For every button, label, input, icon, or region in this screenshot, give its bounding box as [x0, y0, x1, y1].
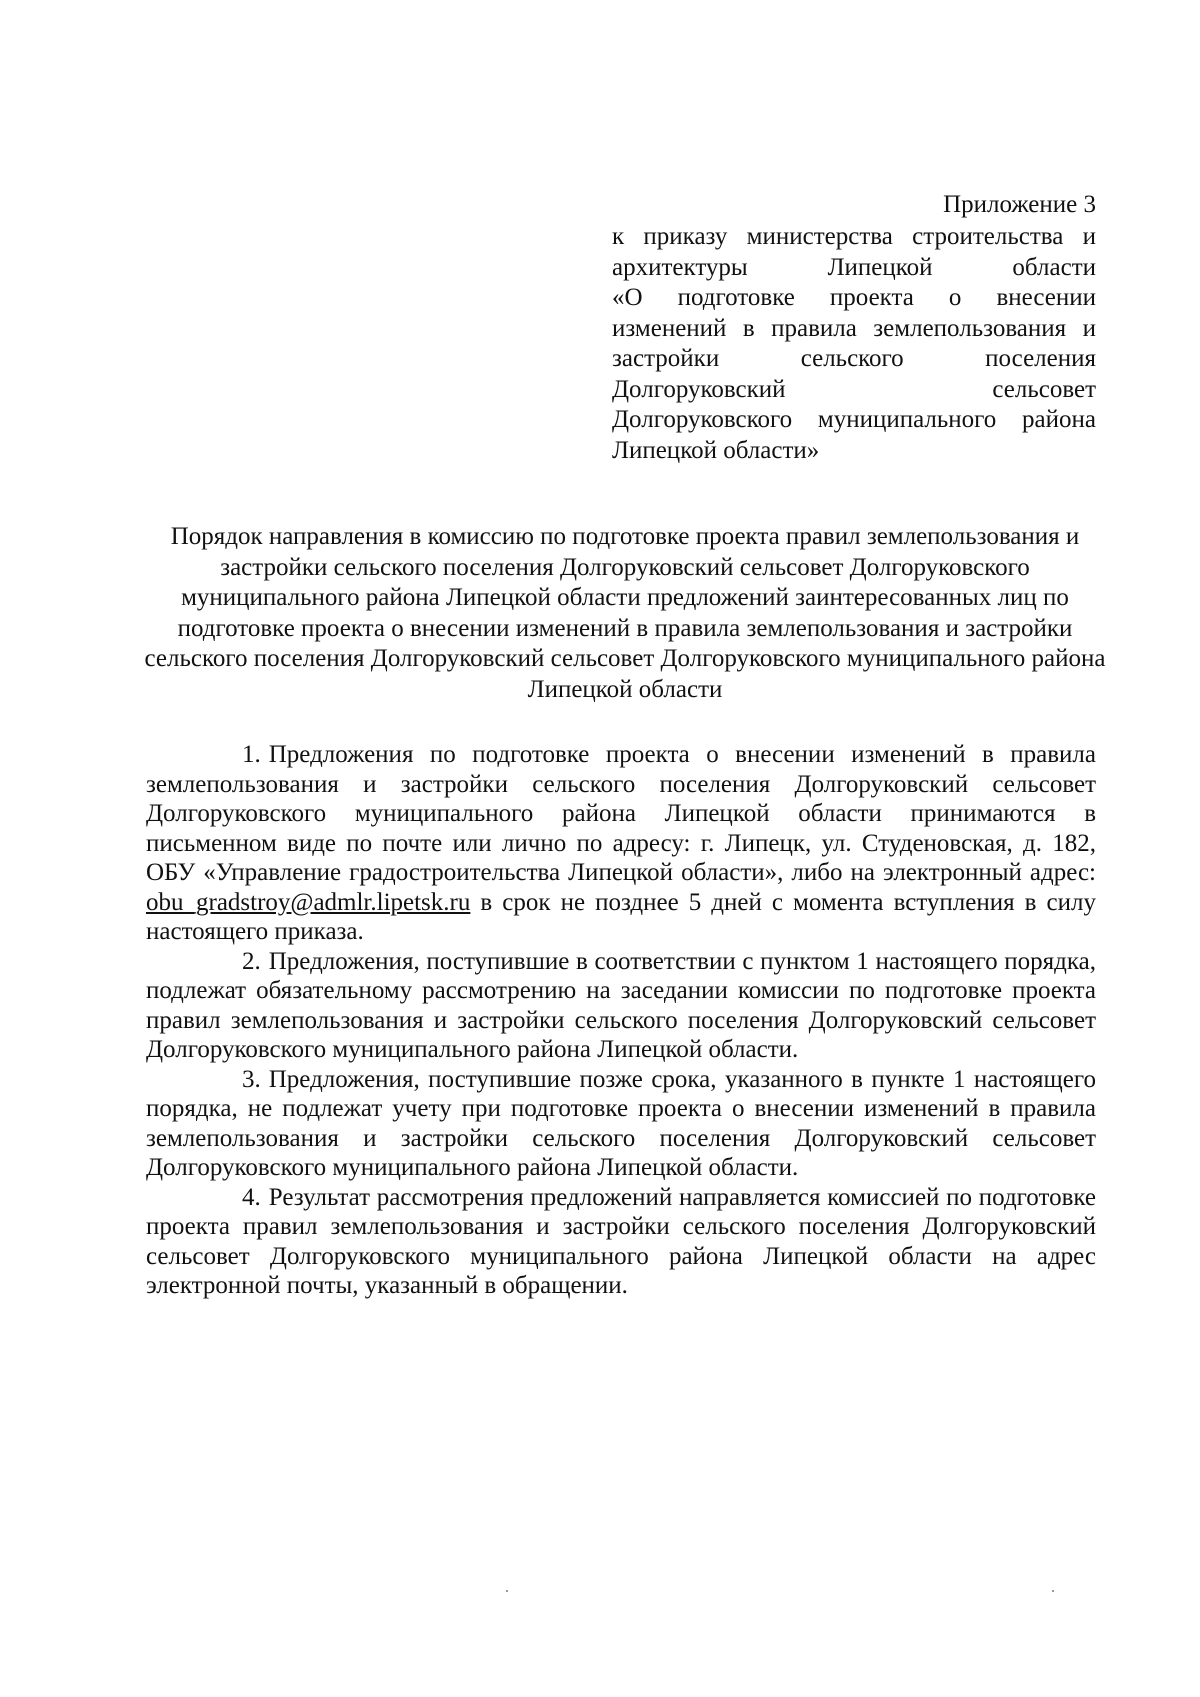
annex-line: архитектуры Липецкой области	[612, 253, 1096, 281]
scan-speck	[1052, 1590, 1054, 1592]
paragraph-text: Предложения, поступившие позже срока, указанного в пункте 1 настоящего порядка, не подлежат учету при подготовке проекта о внесении изменений в правила землепользования и застройки сельского поселения Долгоруковский сельсовет Долгоруковского муниципального района Липецкой области.	[146, 1065, 1096, 1181]
annex-title: Приложение 3	[943, 191, 1096, 218]
paragraph-4	[146, 1183, 1096, 1301]
paragraph-text: Предложения по подготовке проекта о внесении изменений в правила землепользования и застройки сельского поселения Долгоруковский сельсовет Долгоруковского муниципального района Липецкой области принимаются в письменном виде по почте или лично по адресу: г. Липецк, ул. Студеновская, д. 182, ОБУ «Управление градостроительства Липецкой области», либо на электронный адрес:	[146, 741, 1096, 886]
paragraph-number: 4.	[242, 1183, 261, 1211]
paragraph-text: Результат рассмотрения предложений направляется комиссией по подготовке проекта правил землепользования и застройки сельского поселения Долгоруковский сельсовет Долгоруковского муниципального района Липецкой области на адрес электронной почты, указанный в обращении.	[146, 1183, 1096, 1299]
paragraph-2	[146, 947, 1096, 1065]
annex-line: Долгоруковский сельсовет	[612, 375, 1096, 403]
paragraph-1	[146, 740, 1096, 947]
email-link[interactable]: obu_gradstroy@admlr.lipetsk.ru	[146, 888, 471, 916]
paragraph-number: 2.	[242, 947, 261, 975]
annex-line: к приказу министерства строительства и	[612, 223, 1096, 250]
annex-line: изменений в правила землепользования и	[612, 314, 1096, 342]
paragraph-text: в срок не позднее 5 дней с момента вступления в силу настоящего приказа.	[146, 888, 1096, 945]
annex-line: Долгоруковского муниципального района	[612, 406, 1096, 433]
paragraph-number: 3.	[242, 1065, 261, 1093]
annex-line: «О подготовке проекта о внесении	[612, 284, 1096, 311]
annex-reference	[612, 222, 1096, 466]
paragraph-number: 1.	[242, 741, 261, 768]
document-title: Порядок направления в комиссию по подготовке проекта правил землепользования и застройки сельского поселения Долгоруковский сельсовет Долгоруковского муниципального района Липецкой области предложений заинтересованных лиц по подготовке проекта о внесении изменений в правила землепользования и застройки сельского поселения Долгоруковский сельсовет Долгоруковского муниципального района Липецкой области	[144, 523, 1106, 703]
annex-line: застройки сельского поселения	[612, 345, 1096, 372]
scan-speck	[506, 1590, 508, 1592]
annex-line: Липецкой области»	[612, 436, 820, 464]
document-body	[146, 740, 1096, 1301]
paragraph-text: Предложения, поступившие в соответствии с пунктом 1 настоящего порядка, подлежат обязательному рассмотрению на заседании комиссии по подготовке проекта правил землепользования и застройки сельского поселения Долгоруковский сельсовет Долгоруковского муниципального района Липецкой области.	[146, 947, 1096, 1063]
paragraph-3	[146, 1065, 1096, 1183]
